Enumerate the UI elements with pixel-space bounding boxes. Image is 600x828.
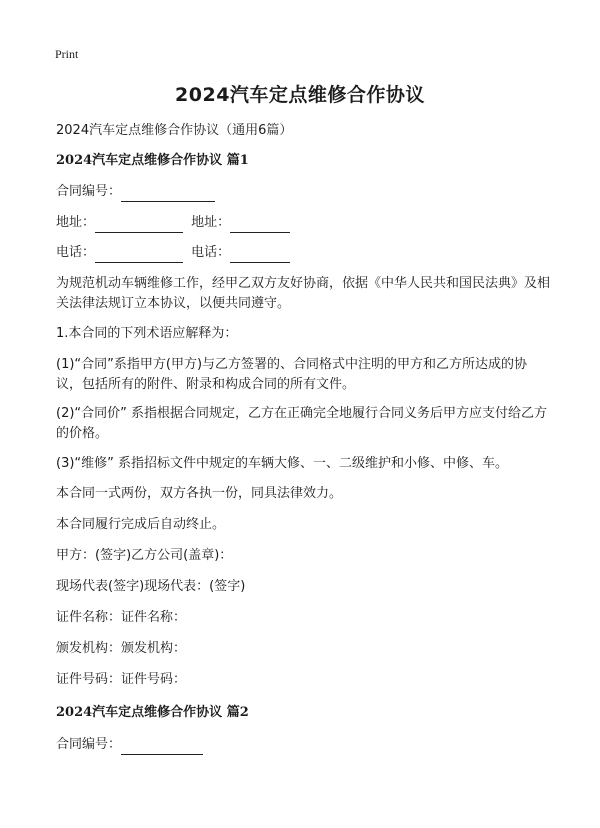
site-representative-line: 现场代表(签字)现场代表：(签字) xyxy=(56,579,246,594)
contract-number-label: 合同编号： xyxy=(56,184,122,199)
phone-blank-b xyxy=(230,247,290,263)
address-row xyxy=(56,213,550,233)
address-label-a: 地址： xyxy=(56,215,96,230)
definition-contract-price: (2)“合同价” 系指根据合同规定，乙方在正确完全地履行合同义务后甲方应支付给乙方的价格。 xyxy=(56,406,548,441)
contract-number-row xyxy=(56,182,550,202)
certificate-number-line: 证件号码：证件号码： xyxy=(56,672,187,687)
document-subtitle: 2024汽车定点维修合作协议（通用6篇） xyxy=(56,123,293,138)
certificate-name-line: 证件名称：证件名称： xyxy=(56,610,187,625)
party-signature-line: 甲方：(签字)乙方公司(盖章)： xyxy=(56,548,233,563)
contract-number-blank-2 xyxy=(121,739,203,755)
address-label-b: 地址： xyxy=(191,215,231,230)
print-link[interactable]: Print xyxy=(55,47,79,61)
address-blank-b xyxy=(230,217,290,233)
section-heading-2: 2024汽车定点维修合作协议 篇2 xyxy=(56,705,249,720)
contract-number-blank xyxy=(121,186,215,202)
address-blank-a xyxy=(95,217,183,233)
intro-paragraph: 为规范机动车辆维修工作，经甲乙双方友好协商，依据《中华人民共和国民法典》及相关法律法规订立本协议，以便共同遵守。 xyxy=(56,276,551,311)
phone-label-b: 电话： xyxy=(191,245,231,260)
definition-contract: (1)“合同”系指甲方(甲方)与乙方签署的、合同格式中注明的甲方和乙方所达成的协议，包括所有的附件、附录和构成合同的所有文件。 xyxy=(56,357,528,392)
phone-label-a: 电话： xyxy=(56,245,96,260)
termination-clause: 本合同履行完成后自动终止。 xyxy=(56,517,226,532)
contract-number-label-2: 合同编号： xyxy=(56,737,122,752)
phone-blank-a xyxy=(95,247,183,263)
phone-row xyxy=(56,243,550,263)
section-heading-1: 2024汽车定点维修合作协议 篇1 xyxy=(56,153,249,168)
clause-1: 1.本合同的下列术语应解释为： xyxy=(56,326,238,341)
document-title: 2024汽车定点维修合作协议 xyxy=(175,84,425,106)
issuing-authority-line: 颁发机构：颁发机构： xyxy=(56,641,187,656)
definition-repair: (3)“维修” 系指招标文件中规定的车辆大修、一、二级维护和小修、中修、车。 xyxy=(56,456,509,471)
contract-number-row-2 xyxy=(56,735,550,755)
copies-clause: 本合同一式两份，双方各执一份，同具法律效力。 xyxy=(56,486,343,501)
